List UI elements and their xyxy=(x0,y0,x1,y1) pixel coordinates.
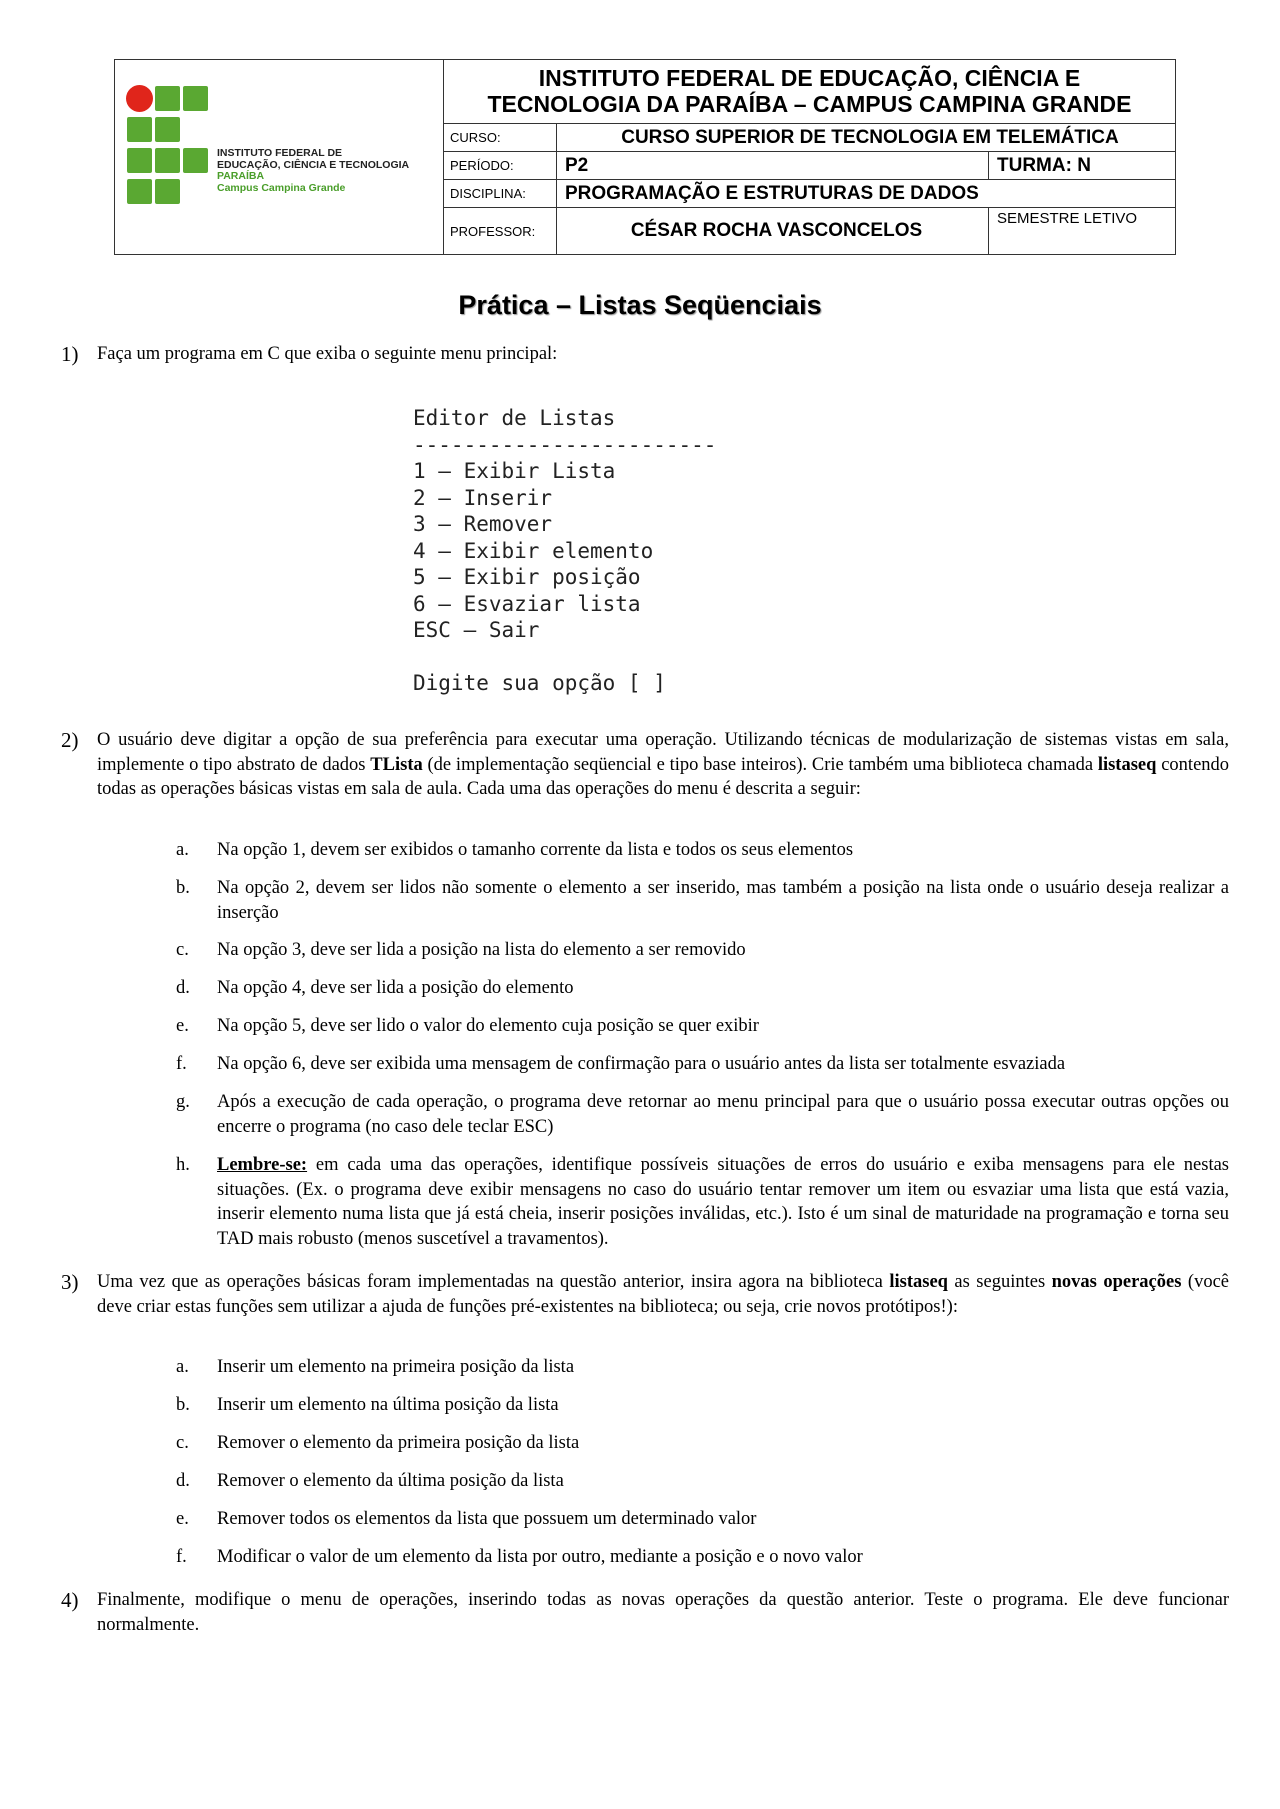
list-item: f. Na opção 6, deve ser exibida uma mensagem de confirmação para o usuário antes da lista ser totalmente esvaziada xyxy=(176,1054,1066,1074)
menu-title: Editor de Listas xyxy=(413,406,616,430)
periodo-value: P2 xyxy=(565,154,589,176)
question-3: 3) Uma vez que as operações básicas foram implementadas na questão anterior, insira agora na biblioteca listaseq as seguintes novas operações (você deve criar estas funções sem utilizar a ajuda de funções pré-existentes na biblioteca; ou seja, crie novos protótipos!): xyxy=(61,1270,1229,1317)
list-item: d. Na opção 4, deve ser lida a posição do elemento xyxy=(176,978,574,998)
professor-value: CÉSAR ROCHA VASCONCELOS xyxy=(630,220,923,241)
list-item: g. Após a execução de cada operação, o programa deve retornar ao menu principal para que o usuário possa executar outras opções ou encerre o programa (no caso dele teclar ESC) xyxy=(176,1092,1229,1137)
logo-icon xyxy=(127,86,223,204)
question-2: 2) O usuário deve digitar a opção de sua preferência para executar uma operação. Utilizando técnicas de modularização de sistemas vistas em sala, implemente o tipo abstrato de dados TLista (de implementação seqüencial e tipo base inteiros). Crie também uma biblioteca chamada listaseq contendo todas as operações básicas vistas em sala de aula. Cada uma das operações do menu é descrita a seguir: xyxy=(61,728,1230,799)
menu-option: 5 – Exibir posição xyxy=(413,565,641,589)
question-1: 1) Faça um programa em C que exiba o seguinte menu principal: xyxy=(61,342,558,366)
menu-separator: ------------------------ xyxy=(413,432,717,457)
list-item: e. Remover todos os elementos da lista que possuem um determinado valor xyxy=(176,1509,757,1529)
menu-option: 1 – Exibir Lista xyxy=(413,459,616,483)
turma-value: TURMA: N xyxy=(988,152,1175,179)
disciplina-value: PROGRAMAÇÃO E ESTRUTURAS DE DADOS xyxy=(565,182,979,204)
header-table xyxy=(114,59,1176,255)
periodo-row: PERÍODO: P2 TURMA: N xyxy=(444,152,1175,180)
menu-option: 3 – Remover xyxy=(413,512,553,536)
list-item: b. Inserir um elemento na última posição da lista xyxy=(176,1395,559,1415)
list-item: f. Modificar o valor de um elemento da lista por outro, mediante a posição e o novo valor xyxy=(176,1547,863,1567)
list-item: b. Na opção 2, devem ser lidos não somente o elemento a ser inserido, mas também a posição na lista onde o usuário deseja realizar a inserção xyxy=(176,878,1229,923)
question-4: 4) Finalmente, modifique o menu de operações, inserindo todas as novas operações da questão anterior. Teste o programa. Ele deve funcionar normalmente. xyxy=(61,1588,1229,1635)
menu-prompt: Digite sua opção [ ] xyxy=(413,671,666,695)
list-item: c. Na opção 3, deve ser lida a posição na lista do elemento a ser removido xyxy=(176,940,746,960)
list-item: e. Na opção 5, deve ser lido o valor do elemento cuja posição se quer exibir xyxy=(176,1016,759,1036)
list-item: h. Lembre-se: em cada uma das operações, identifique possíveis situações de erros do usuário e exiba mensagens para ele nestas situações. (Ex. o programa deve exibir mensagens no caso do usuário tentar remover um item ou esvaziar uma lista que está vazia, inserir elemento numa lista que já está cheia, inserir posições inválidas, etc.). Isto é um sinal de maturidade na programação e torna seu TAD mais robusto (menos suscetível a travamentos). xyxy=(176,1155,1229,1249)
curso-value: CURSO SUPERIOR DE TECNOLOGIA EM TELEMÁTICA xyxy=(621,126,1119,148)
professor-row: PROFESSOR: CÉSAR ROCHA VASCONCELOS SEMESTRE LETIVO xyxy=(444,208,1175,254)
menu-option: 2 – Inserir xyxy=(413,485,553,510)
institution-name: INSTITUTO FEDERAL DE EDUCAÇÃO, CIÊNCIA E TECNOLOGIA DA PARAÍBA – CAMPUS CAMPINA GRANDE xyxy=(444,60,1175,124)
menu-option: ESC – Sair xyxy=(413,618,540,642)
semestre-label: SEMESTRE LETIVO xyxy=(988,208,1175,254)
list-item: d. Remover o elemento da última posição da lista xyxy=(176,1471,564,1491)
list-item: a. Na opção 1, devem ser exibidos o tamanho corrente da lista e todos os seus elementos xyxy=(176,840,854,860)
logo-text: INSTITUTO FEDERAL DE EDUCAÇÃO, CIÊNCIA E TECNOLOGIA PARAÍBA Campus Campina Grande xyxy=(217,147,410,194)
menu-code-block xyxy=(413,405,716,697)
disciplina-row: DISCIPLINA: PROGRAMAÇÃO E ESTRUTURAS DE DADOS xyxy=(444,180,1175,208)
menu-option: 6 – Esvaziar lista xyxy=(413,591,641,616)
curso-row: CURSO: CURSO SUPERIOR DE TECNOLOGIA EM TELEMÁTICA xyxy=(444,124,1175,152)
institution-logo xyxy=(115,60,444,254)
list-item: c. Remover o elemento da primeira posição da lista xyxy=(176,1433,580,1453)
page-title: Prática – Listas Seqüenciais xyxy=(458,290,822,320)
list-item: a. Inserir um elemento na primeira posição da lista xyxy=(176,1357,575,1377)
menu-option: 4 – Exibir elemento xyxy=(413,538,654,563)
